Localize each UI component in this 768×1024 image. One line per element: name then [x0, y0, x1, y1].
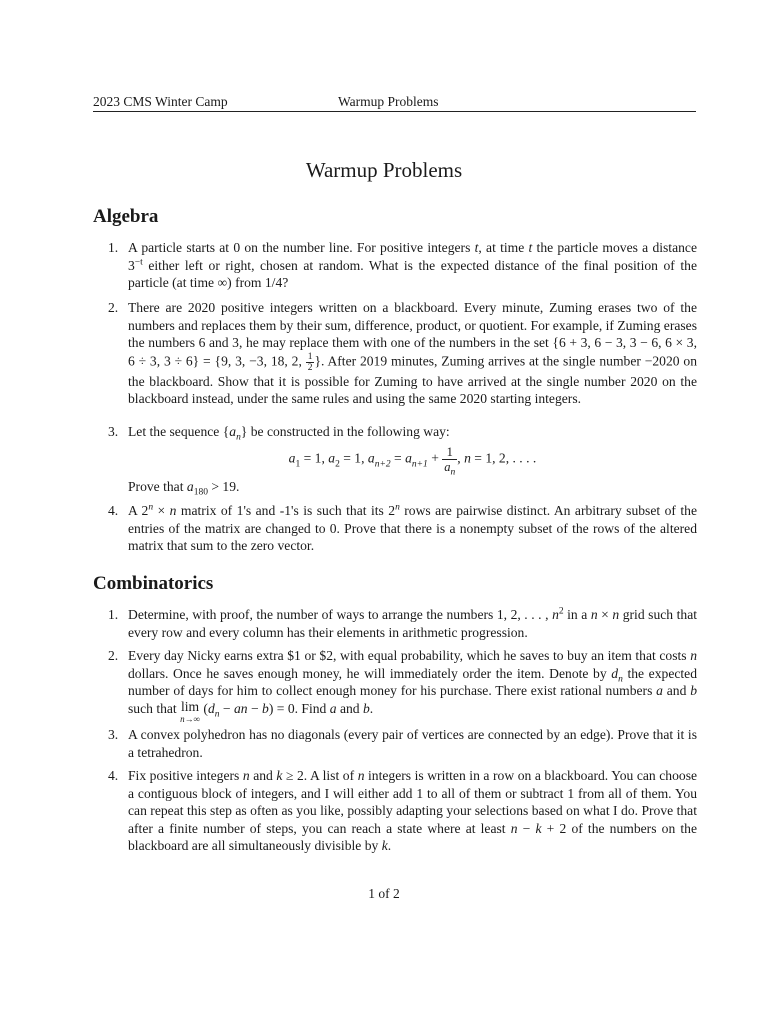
problem-number: 3.	[108, 727, 119, 742]
section-heading-algebra: Algebra	[93, 206, 159, 227]
problem-text: Fix positive integers n and k ≥ 2. A list of n integers is written in a row on a blackboard. You can choose a contiguous block of integers, and I will either add 1 to all of them or subtract 1 from all of them. You can repeat this step as often as you like, possibly adapting your selections based on what I do. Prove that after a finite number of steps, you can reach a state where at least n − k + 2 of the numbers on the blackboard are all simultaneously divisible by k.	[128, 768, 698, 854]
problem-number: 2.	[108, 300, 119, 315]
limit-operator: lim n→∞	[180, 698, 201, 724]
header-camp-name: 2023 CMS Winter Camp	[93, 94, 228, 109]
problem-number: 4.	[108, 768, 119, 783]
problem-text: Determine, with proof, the number of ways to arrange the numbers 1, 2, . . . , $n^2$ in a n × n grid such that every row and every column has their elements in arithmetic progression.	[128, 606, 698, 640]
header-doc-name: Warmup Problems	[338, 94, 439, 109]
problem-text: A particle starts at 0 on the number line. For positive integers t, at time t the particle moves a distance $3^{-t}$ either left or right, chosen at random. What is the expected distance of the final position of the particle (at time ∞) from 1/4?	[128, 240, 697, 291]
problem-combinatorics-2	[108, 647, 697, 724]
problem-text: A $2^n \times n$ matrix of 1's and -1's is such that its 2$^n$ rows are pairwise distinct. An arbitrary subset of the entries of the matrix are changed to 0. Prove that there is a nonempty subset of the rows of the altered matrix that sum to the zero vector.	[128, 502, 698, 554]
page-title: Warmup Problems	[305, 158, 463, 182]
section-heading-combinatorics: Combinatorics	[93, 573, 214, 594]
problem-text: There are 2020 positive integers written on a blackboard. Every minute, Zuming erases two of the numbers and replaces them by their sum, difference, product, or quotient. For example, if Zuming erases the numbers 6 and 3, he may replace them with one of the numbers in the set {6 + 3, 6 − 3, 3 − 6, 6 × 3, 6 ÷ 3, 3 ÷ 6} = {9, 3, −3, 18, 2, $\frac{1}{2}$ }. After 2019 minutes, Zuming arrives at the single number −2020 on the blackboard. Show that it is possible for Zuming to have arrived at the single number 2020 on the blackboard instead, under the same rules and using the same 2020 starting integers.	[128, 300, 698, 407]
problem-algebra-2	[108, 299, 697, 408]
problem-text: A convex polyhedron has no diagonals (every pair of vertices are connected by an edge). Prove that it is a tetrahedron.	[128, 727, 697, 760]
fraction-one-over-an: $\frac{1}{a_n}$	[444, 444, 456, 478]
problem-number: 4.	[108, 503, 119, 518]
problem-algebra-3	[108, 423, 697, 498]
problem-number: 2.	[108, 648, 119, 663]
problem-text: Let the sequence $\{a_n\}$ be constructed in the following way: $a_1 = 1$, $a_2 = 1$, $a_{n+2} = a_{n+1}$ + $\frac{1}{a_n}$ , n = 1, 2, . . . . Prove that $a_{180} > 19$.	[128, 423, 697, 495]
problem-algebra-4	[108, 502, 697, 555]
header-rule	[93, 111, 696, 112]
page-number: 1 of 2	[368, 886, 400, 901]
problem-algebra-1	[108, 239, 697, 292]
recurrence-display: $a_1 = 1$, $a_2 = 1$, $a_{n+2} = a_{n+1}$ + $\frac{1}{a_n}$ , n = 1, 2, . . . .	[288, 444, 537, 478]
problem-number: 1.	[108, 607, 119, 622]
problem-number: 3.	[108, 424, 119, 439]
problem-text: Every day Nicky earns extra $1 or $2, with equal probability, which he saves to buy an item that costs n dollars. Once he saves enough money, he will immediately order the item. Denote by $d_n$ the expected number of days for him to collect enough money for his purchase. There exist rational numbers a and b such that lim n→∞ ($d_n$ − an − b) = 0. Find a and b.	[128, 648, 697, 724]
problem-number: 1.	[108, 240, 119, 255]
problem-combinatorics-1	[108, 606, 697, 641]
problem-combinatorics-3	[108, 726, 697, 761]
problem-combinatorics-4	[108, 767, 697, 855]
